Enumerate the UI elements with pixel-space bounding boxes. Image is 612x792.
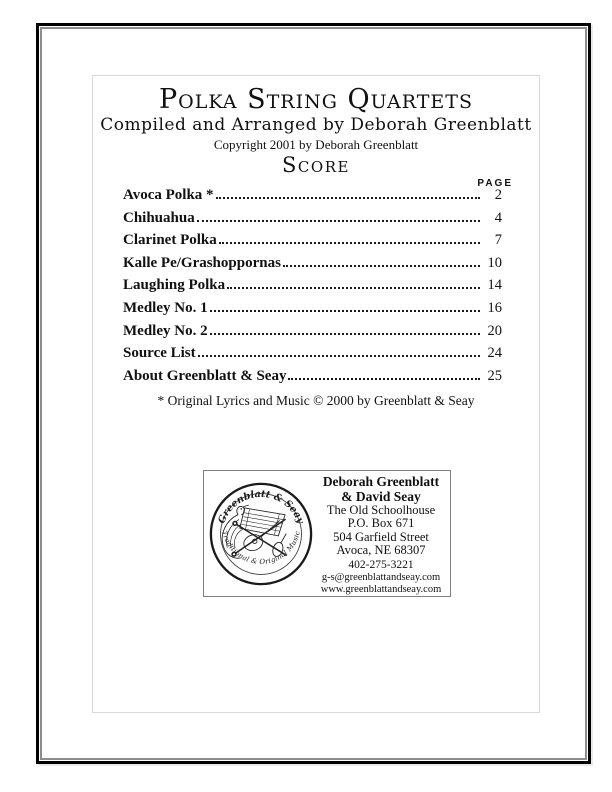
contact-address-line: The Old Schoolhouse [326, 502, 436, 517]
toc-entry-title: Medley No. 1 [123, 299, 208, 316]
toc-entry-page: 2 [494, 187, 502, 203]
footnote: * Original Lyrics and Music © 2000 by Greenblatt & Seay [157, 393, 475, 408]
toc-leader-dots [197, 220, 480, 222]
toc-entry [123, 323, 502, 346]
toc-leader-dots [216, 197, 480, 199]
toc-leader-dots [210, 333, 480, 335]
copyright-line: Copyright 2001 by Deborah Greenblatt [213, 137, 419, 152]
toc-leader-dots [288, 378, 480, 380]
toc-entry-page: 4 [494, 209, 502, 226]
logo-arc-bottom-text: Traditional & Original Music [220, 529, 302, 566]
toc-entry [123, 368, 502, 391]
toc-entry-title: Kalle Pe/Grashoppornas [123, 254, 281, 271]
toc-entry [123, 232, 502, 255]
toc-entry-page: 16 [487, 299, 502, 316]
toc-entry-title: Chihuahua [123, 209, 195, 226]
toc-entry-page: 14 [487, 277, 502, 294]
page-column-label: PAGE [477, 178, 513, 189]
contact-name-line2: & David Seay [341, 488, 421, 504]
toc-entry [123, 187, 502, 210]
contact-address-line: Avoca, NE 68307 [336, 543, 426, 557]
toc-entry-title: Clarinet Polka [123, 232, 217, 249]
content-area [92, 75, 540, 713]
toc-entry-title: Medley No. 2 [123, 322, 208, 339]
page-title: Polka String Quartets [159, 84, 473, 115]
contact-website: www.greenblattandseay.com [320, 583, 442, 595]
toc-entry-page: 7 [494, 232, 502, 249]
toc-entry-title: Source List [123, 345, 196, 362]
toc-leader-dots [227, 287, 480, 289]
toc-entry-page: 10 [487, 254, 502, 271]
toc-entry [123, 255, 502, 278]
toc-entry [123, 210, 502, 233]
toc-entry [123, 300, 502, 323]
toc-leader-dots [219, 242, 480, 244]
contact-address-line: 504 Garfield Street [333, 529, 429, 544]
contact-card [203, 470, 451, 597]
contact-email: g-s@greenblattandseay.com [321, 571, 441, 583]
contact-name-line1: Deborah Greenblatt [322, 473, 440, 489]
toc-entry-page: 20 [487, 322, 502, 339]
toc-entry-page: 25 [487, 367, 502, 384]
toc-entry-page: 24 [487, 345, 502, 362]
toc-leader-dots [210, 310, 480, 312]
toc-entry [123, 277, 502, 300]
toc-list [123, 187, 502, 390]
toc-entry-title: Laughing Polka [123, 277, 226, 294]
toc-leader-dots [198, 355, 480, 357]
toc-leader-dots [283, 265, 480, 267]
toc-entry-title: About Greenblatt & Seay [123, 367, 287, 384]
contact-text-block [314, 472, 450, 596]
toc-entry [123, 345, 502, 368]
section-heading: Score [282, 153, 350, 177]
logo-arc-top-text: Greenblatt & Seay [216, 488, 306, 525]
contact-phone: 402-275-3221 [348, 558, 414, 571]
page-subtitle: Compiled and Arranged by Deborah Greenblatt [100, 115, 532, 135]
greenblatt-seay-logo [208, 481, 314, 587]
contact-address [315, 504, 447, 558]
toc-entry-title: Avoca Polka * [123, 187, 214, 203]
contact-address-line: P.O. Box 671 [347, 516, 415, 530]
